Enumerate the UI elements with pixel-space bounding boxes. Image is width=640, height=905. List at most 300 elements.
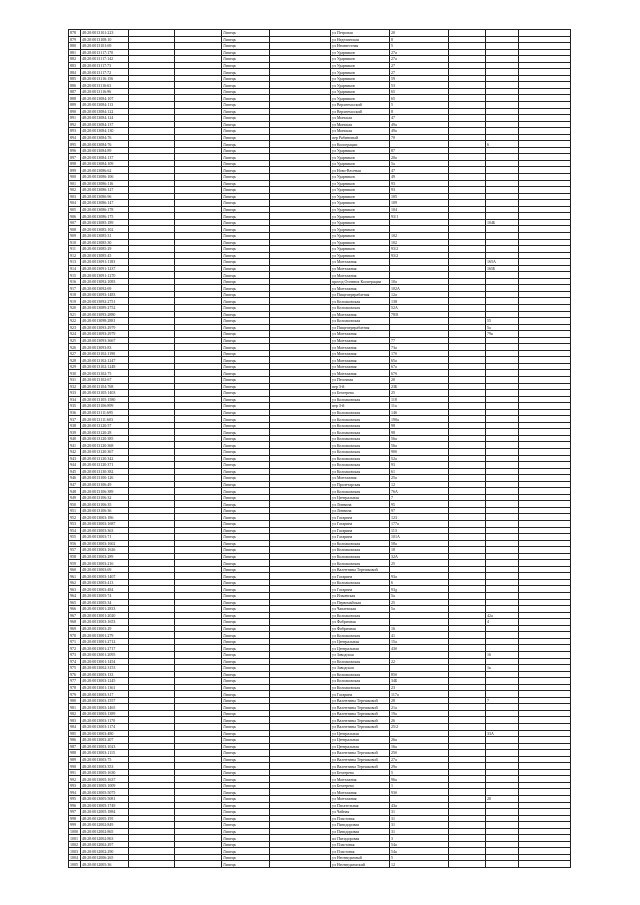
city-cell: Липецк bbox=[222, 468, 270, 475]
street-cell: ул Ново-Весеная bbox=[331, 167, 390, 174]
row-number-cell: 968 bbox=[69, 619, 81, 626]
cadastral-number-cell: 48:20:0013106:36 bbox=[81, 507, 129, 514]
cadastral-number-cell: 48:20:0013117:72 bbox=[81, 69, 129, 76]
cadastral-number-cell: 48:20:0013003:29 bbox=[81, 625, 129, 632]
house-number-cell: 67а bbox=[390, 363, 449, 370]
city-cell: Липецк bbox=[222, 566, 270, 573]
house-number-cell: 16 bbox=[390, 625, 449, 632]
house-number-cell: 34Б bbox=[390, 678, 449, 685]
city-cell: Липецк bbox=[222, 612, 270, 619]
city-cell: Липецк bbox=[222, 579, 270, 586]
street-cell: ул Колпаковская bbox=[331, 304, 390, 311]
cadastral-number-cell: 48:20:0013003:71 bbox=[81, 534, 129, 541]
city-cell: Липецк bbox=[222, 665, 270, 672]
extra-number-cell: 5а bbox=[486, 324, 519, 331]
row-number-cell: 980 bbox=[69, 697, 81, 704]
row-number-cell: 911 bbox=[69, 246, 81, 253]
row-number-cell: 919 bbox=[69, 298, 81, 305]
street-cell: ул Пластовая bbox=[331, 815, 390, 822]
row-number-cell: 879 bbox=[69, 36, 81, 43]
street-cell: ул Колпаковская bbox=[331, 409, 390, 416]
street-cell: ул Колпаковская bbox=[331, 488, 390, 495]
city-cell: Липецк bbox=[222, 822, 270, 829]
cadastral-number-cell: 48:20:0013001:2095 bbox=[81, 651, 129, 658]
house-number-cell: 104 bbox=[390, 206, 449, 213]
extra-number-cell: 33А bbox=[486, 730, 519, 737]
house-number-cell: 113 bbox=[390, 527, 449, 534]
city-cell: Липецк bbox=[222, 206, 270, 213]
row-number-cell: 1004 bbox=[69, 854, 81, 861]
street-cell: ул Верхнемоский bbox=[331, 108, 390, 115]
extra-number-cell: 1к bbox=[486, 665, 519, 672]
cadastral-number-cell: 48:20:0013086:178 bbox=[81, 206, 129, 213]
cadastral-number-cell: 48:20:0013116:63 bbox=[81, 82, 129, 89]
city-cell: Липецк bbox=[222, 272, 270, 279]
row-number-cell: 975 bbox=[69, 665, 81, 672]
street-cell: ул Монтажная bbox=[331, 331, 390, 338]
house-number-cell: 98 bbox=[390, 429, 449, 436]
row-number-cell: 941 bbox=[69, 442, 81, 449]
cadastral-number-cell: 48:20:0013102:75 bbox=[81, 370, 129, 377]
street-cell: ул Валентины Терешковой bbox=[331, 710, 390, 717]
row-number-cell: 955 bbox=[69, 534, 81, 541]
cadastral-number-cell: 48:20:0013120:368 bbox=[81, 442, 129, 449]
cadastral-number-cell: 48:20:0013005:1637 bbox=[81, 776, 129, 783]
cadastral-number-cell: 48:20:0013084:89 bbox=[81, 147, 129, 154]
row-number-cell: 923 bbox=[69, 324, 81, 331]
city-cell: Липецк bbox=[222, 278, 270, 285]
city-cell: Липецк bbox=[222, 861, 270, 868]
row-number-cell: 905 bbox=[69, 206, 81, 213]
street-cell: ул Валентины Терешковой bbox=[331, 697, 390, 704]
street-cell: ул Заводская bbox=[331, 651, 390, 658]
cadastral-number-cell: 48:20:0013003:289 bbox=[81, 553, 129, 560]
house-number-cell: 177а bbox=[390, 521, 449, 528]
row-number-cell: 900 bbox=[69, 174, 81, 181]
house-number-cell: 25 bbox=[390, 599, 449, 606]
city-cell: Липецк bbox=[222, 475, 270, 482]
city-cell: Липецк bbox=[222, 370, 270, 377]
street-cell: ул Пластовая bbox=[331, 841, 390, 848]
street-cell: ул Гагарина bbox=[331, 691, 390, 698]
city-cell: Липецк bbox=[222, 645, 270, 652]
house-number-cell: 22 bbox=[390, 658, 449, 665]
house-number-cell: 65 bbox=[390, 95, 449, 102]
house-number-cell: 20а bbox=[390, 154, 449, 161]
row-number-cell: 909 bbox=[69, 232, 81, 239]
cadastral-number-cell: 48:20:0013098:2881 bbox=[81, 318, 129, 325]
row-number-cell: 959 bbox=[69, 560, 81, 567]
cadastral-number-cell: 48:20:0013100:126 bbox=[81, 475, 129, 482]
house-number-cell: 32А bbox=[390, 553, 449, 560]
house-number-cell: 25а bbox=[390, 475, 449, 482]
row-number-cell: 994 bbox=[69, 789, 81, 796]
cadastral-number-cell: 48:20:0013001:279 bbox=[81, 632, 129, 639]
city-cell: Липецк bbox=[222, 108, 270, 115]
street-cell: ул Ударников bbox=[331, 239, 390, 246]
row-number-cell: 917 bbox=[69, 285, 81, 292]
house-number-cell: 190а bbox=[390, 416, 449, 423]
row-number-cell: 998 bbox=[69, 815, 81, 822]
house-number-cell: 70 bbox=[390, 134, 449, 141]
house-number-cell: 21а bbox=[390, 704, 449, 711]
row-number-cell: 894 bbox=[69, 134, 81, 141]
city-cell: Липецк bbox=[222, 102, 270, 109]
street-cell: ул Валентины Терешковой bbox=[331, 566, 390, 573]
extra-number-cell: 165Б bbox=[486, 265, 519, 272]
city-cell: Липецк bbox=[222, 435, 270, 442]
cadastral-number-cell: 48:20:0013003:1245 bbox=[81, 678, 129, 685]
city-cell: Липецк bbox=[222, 704, 270, 711]
cadastral-number-cell: 48:20:0013105:1580 bbox=[81, 396, 129, 403]
row-number-cell: 948 bbox=[69, 488, 81, 495]
cadastral-number-cell: 48:20:0013003:1389 bbox=[81, 710, 129, 717]
extra-number-cell: 42а bbox=[486, 612, 519, 619]
street-cell: ул Ударников bbox=[331, 174, 390, 181]
cadastral-number-cell: 48:20:0013102:1247 bbox=[81, 357, 129, 364]
cadastral-number-cell: 48:20:0013086:62 bbox=[81, 167, 129, 174]
street-cell: ул Гагарина bbox=[331, 521, 390, 528]
empty-cell bbox=[519, 861, 571, 868]
city-cell: Липецк bbox=[222, 586, 270, 593]
street-cell: ул Ударников bbox=[331, 193, 390, 200]
cadastral-number-cell: 48:20:0013106:899 bbox=[81, 403, 129, 410]
street-cell: ул Центральная bbox=[331, 645, 390, 652]
row-number-cell: 970 bbox=[69, 632, 81, 639]
house-number-cell: 15а bbox=[390, 638, 449, 645]
row-number-cell: 971 bbox=[69, 638, 81, 645]
street-cell: ул Колпаковская bbox=[331, 547, 390, 554]
row-number-cell: 908 bbox=[69, 226, 81, 233]
house-number-cell: 49а bbox=[390, 128, 449, 135]
street-cell: ул Монтажная bbox=[331, 795, 390, 802]
row-number-cell: 951 bbox=[69, 507, 81, 514]
extra-number-cell: 79к bbox=[486, 331, 519, 338]
house-number-cell: 47 bbox=[390, 167, 449, 174]
cadastral-number-cell: 48:20:0013003:1023 bbox=[81, 743, 129, 750]
street-cell: ул Петровая bbox=[331, 30, 390, 37]
city-cell: Липецк bbox=[222, 619, 270, 626]
extra-number-cell: 7 bbox=[486, 697, 519, 704]
cadastral-number-cell: 48:20:0013120:342 bbox=[81, 455, 129, 462]
cadastral-number-cell: 48:20:0013092:69 bbox=[81, 285, 129, 292]
city-cell: Липецк bbox=[222, 638, 270, 645]
city-cell: Липецк bbox=[222, 769, 270, 776]
street-cell: ул Колпаковская bbox=[331, 684, 390, 691]
row-number-cell: 926 bbox=[69, 344, 81, 351]
row-number-cell: 927 bbox=[69, 350, 81, 357]
cadastral-number-cell: 48:20:0012002:290 bbox=[81, 848, 129, 855]
street-cell: ул Колпаковская bbox=[331, 468, 390, 475]
city-cell: Липецк bbox=[222, 691, 270, 698]
house-number-cell: 5 bbox=[390, 43, 449, 50]
cadastral-number-cell: 48:20:0013001:1361 bbox=[81, 684, 129, 691]
city-cell: Липецк bbox=[222, 318, 270, 325]
row-number-cell: 997 bbox=[69, 809, 81, 816]
city-cell: Липецк bbox=[222, 62, 270, 69]
city-cell: Липецк bbox=[222, 357, 270, 364]
city-cell: Липецк bbox=[222, 678, 270, 685]
street-cell: ул Ударников bbox=[331, 187, 390, 194]
city-cell: Липецк bbox=[222, 291, 270, 298]
city-cell: Липецк bbox=[222, 828, 270, 835]
city-cell: Липецк bbox=[222, 121, 270, 128]
cadastral-number-cell: 48:20:0013084:122 bbox=[81, 108, 129, 115]
city-cell: Липецк bbox=[222, 776, 270, 783]
house-number-cell: 49 bbox=[390, 174, 449, 181]
row-number-cell: 967 bbox=[69, 612, 81, 619]
house-number-cell: 102 bbox=[390, 232, 449, 239]
street-cell: ул Колпаковская bbox=[331, 632, 390, 639]
house-number-cell: 85б bbox=[390, 671, 449, 678]
house-number-cell: 27а bbox=[390, 756, 449, 763]
city-cell: Липецк bbox=[222, 43, 270, 50]
cadastral-number-cell: 48:20:0013116:156 bbox=[81, 75, 129, 82]
house-number-cell: 93/2 bbox=[390, 246, 449, 253]
street-cell: ул Валентины Терешковой bbox=[331, 717, 390, 724]
cadastral-number-cell: 48:20:0013086:106 bbox=[81, 174, 129, 181]
house-number-cell: 41 bbox=[390, 632, 449, 639]
row-number-cell: 937 bbox=[69, 416, 81, 423]
city-cell: Липецк bbox=[222, 625, 270, 632]
street-cell: пер 3-й bbox=[331, 403, 390, 410]
cadastral-number-cell: 48:20:0013003:484 bbox=[81, 586, 129, 593]
cadastral-number-cell: 48:20:0013005:74 bbox=[81, 593, 129, 600]
cadastral-number-cell: 48:20:0013120:57 bbox=[81, 422, 129, 429]
cadastral-number-cell: 48:20:0013120:367 bbox=[81, 449, 129, 456]
street-cell: ул Литвина bbox=[331, 507, 390, 514]
street-cell: ул Ударников bbox=[331, 180, 390, 187]
house-number-cell: 56а bbox=[390, 442, 449, 449]
street-cell: ул Минская bbox=[331, 115, 390, 122]
cadastral-number-cell: 48:20:0013086:127 bbox=[81, 187, 129, 194]
cadastral-number-cell: 48:20:0013120:28 bbox=[81, 429, 129, 436]
city-cell: Липецк bbox=[222, 147, 270, 154]
house-number-cell: 56а bbox=[390, 435, 449, 442]
street-cell: ул Ударников bbox=[331, 69, 390, 76]
street-cell: ул Колпаковская bbox=[331, 416, 390, 423]
cadastral-number-cell: 48:20:0013086:147 bbox=[81, 200, 129, 207]
street-cell: ул Ударников bbox=[331, 160, 390, 167]
row-number-cell: 913 bbox=[69, 259, 81, 266]
cadastral-number-cell: 48:20:0013120:371 bbox=[81, 462, 129, 469]
house-number-cell: 23Б bbox=[390, 383, 449, 390]
row-number-cell: 906 bbox=[69, 213, 81, 220]
street-cell: ул Валентины Терешковой bbox=[331, 756, 390, 763]
street-cell: ул Колпаковская bbox=[331, 396, 390, 403]
city-cell: Липецк bbox=[222, 154, 270, 161]
cadastral-number-cell: 48:20:0013091:1237 bbox=[81, 265, 129, 272]
row-number-cell: 933 bbox=[69, 390, 81, 397]
row-number-cell: 889 bbox=[69, 102, 81, 109]
row-number-cell: 902 bbox=[69, 187, 81, 194]
empty-cell bbox=[129, 861, 175, 868]
house-number-cell: 20 bbox=[390, 30, 449, 37]
street-cell: ул Центральная bbox=[331, 737, 390, 744]
cadastral-number-cell: 48:20:0013003:75 bbox=[81, 756, 129, 763]
street-cell: ул Ударников bbox=[331, 95, 390, 102]
row-number-cell: 985 bbox=[69, 730, 81, 737]
street-cell: ул Колпаковская bbox=[331, 298, 390, 305]
cadastral-number-cell: 48:20:0013091:1270 bbox=[81, 272, 129, 279]
street-cell: ул Пятидоровая bbox=[331, 828, 390, 835]
house-number-cell: 31 bbox=[390, 809, 449, 816]
cadastral-number-cell: 48:20:0012002:297 bbox=[81, 841, 129, 848]
row-number-cell: 893 bbox=[69, 128, 81, 135]
house-number-cell: 93 bbox=[390, 462, 449, 469]
house-number-cell: 49а bbox=[390, 121, 449, 128]
house-number-cell: 27 bbox=[390, 69, 449, 76]
cadastral-number-cell: 48:20:0013005:5075 bbox=[81, 789, 129, 796]
cadastral-number-cell: 48:20:0013086:116 bbox=[81, 180, 129, 187]
street-cell: ул Верхнемоский bbox=[331, 102, 390, 109]
city-cell: Липецк bbox=[222, 632, 270, 639]
street-cell: ул Минская bbox=[331, 128, 390, 135]
city-cell: Липецк bbox=[222, 141, 270, 148]
cadastral-number-cell: 48:20:0013102:1190 bbox=[81, 350, 129, 357]
street-cell: ул Монтажная bbox=[331, 357, 390, 364]
extra-number-cell: 20 bbox=[486, 795, 519, 802]
street-cell: ул Колпаковская bbox=[331, 671, 390, 678]
city-cell: Липецк bbox=[222, 730, 270, 737]
house-number-cell: 109 bbox=[390, 200, 449, 207]
row-number-cell: 1001 bbox=[69, 835, 81, 842]
row-number-cell: 965 bbox=[69, 599, 81, 606]
house-number-cell: 11а bbox=[390, 403, 449, 410]
row-number-cell: 904 bbox=[69, 200, 81, 207]
row-number-cell: 924 bbox=[69, 331, 81, 338]
cadastral-number-cell: 48:20:0013085:189 bbox=[81, 219, 129, 226]
street-cell: ул Колпаковская bbox=[331, 435, 390, 442]
cadastral-number-cell: 48:20:0013117:73 bbox=[81, 62, 129, 69]
street-cell: проезд Осенних Кооперации bbox=[331, 278, 390, 285]
house-number-cell: 12 bbox=[390, 481, 449, 488]
table-body bbox=[69, 30, 571, 868]
house-number-cell: 27а bbox=[390, 49, 449, 56]
house-number-cell: 19а bbox=[390, 710, 449, 717]
extra-number-cell bbox=[486, 861, 519, 868]
street-cell: ул Гагарина bbox=[331, 534, 390, 541]
street-cell: ул Ударников bbox=[331, 147, 390, 154]
city-cell: Липецк bbox=[222, 403, 270, 410]
house-number-cell: 53 bbox=[390, 82, 449, 89]
street-cell: ул Бехтерева bbox=[331, 390, 390, 397]
street-cell: ул Колпаковская bbox=[331, 678, 390, 685]
row-number-cell: 892 bbox=[69, 121, 81, 128]
cadastral-number-cell: 48:20:0013104:768 bbox=[81, 383, 129, 390]
city-cell: Липецк bbox=[222, 246, 270, 253]
street-cell: ул Валентины Терешковой bbox=[331, 704, 390, 711]
street-cell: ул Монтажная bbox=[331, 370, 390, 377]
street-cell: ул Колпаковская bbox=[331, 612, 390, 619]
extra-number-cell: 165А bbox=[486, 259, 519, 266]
cadastral-number-cell: 48:20:0013003:1407 bbox=[81, 573, 129, 580]
street-cell: ул Ударников bbox=[331, 246, 390, 253]
street-cell: ул Валентины Терешковой bbox=[331, 750, 390, 757]
row-number-cell: 910 bbox=[69, 239, 81, 246]
house-number-cell: 25/2 bbox=[390, 723, 449, 730]
street-cell: ул Колпаковская bbox=[331, 462, 390, 469]
house-number-cell: 26а bbox=[390, 737, 449, 744]
row-number-cell: 977 bbox=[69, 678, 81, 685]
row-number-cell: 930 bbox=[69, 370, 81, 377]
city-cell: Липецк bbox=[222, 200, 270, 207]
city-cell: Липецк bbox=[222, 160, 270, 167]
cadastral-number-cell: 48:20:0012002:863 bbox=[81, 835, 129, 842]
house-number-cell: 54а bbox=[390, 848, 449, 855]
row-number-cell: 899 bbox=[69, 167, 81, 174]
cadastral-number-cell: 48:20:0013003:363 bbox=[81, 527, 129, 534]
row-number-cell: 991 bbox=[69, 769, 81, 776]
street-cell: ул Ударников bbox=[331, 62, 390, 69]
city-cell: Липецк bbox=[222, 809, 270, 816]
cadastral-number-cell: 48:20:0013130:382 bbox=[81, 468, 129, 475]
cadastral-number-cell: 48:20:0013093:2979 bbox=[81, 324, 129, 331]
house-number-cell: 3 bbox=[390, 835, 449, 842]
house-number-cell: 5а bbox=[390, 606, 449, 613]
cadastral-number-cell: 48:20:0013001:2712 bbox=[81, 638, 129, 645]
city-cell: Липецк bbox=[222, 409, 270, 416]
row-number-cell: 987 bbox=[69, 743, 81, 750]
cadastral-number-cell: 48:20:0012002:849 bbox=[81, 822, 129, 829]
city-cell: Липецк bbox=[222, 534, 270, 541]
house-number-cell: 5 bbox=[390, 102, 449, 109]
cadastral-number-cell: 48:20:0013003:133 bbox=[81, 671, 129, 678]
row-number-cell: 995 bbox=[69, 795, 81, 802]
house-number-cell: 7 bbox=[390, 494, 449, 501]
street-cell: ул Колпаковская bbox=[331, 422, 390, 429]
street-cell: ул Пролетарская bbox=[331, 481, 390, 488]
city-cell: Липецк bbox=[222, 854, 270, 861]
cadastral-number-cell: 48:20:0013089:2752 bbox=[81, 304, 129, 311]
row-number-cell: 942 bbox=[69, 449, 81, 456]
row-number-cell: 903 bbox=[69, 193, 81, 200]
city-cell: Липецк bbox=[222, 684, 270, 691]
house-number-cell: 102 bbox=[390, 239, 449, 246]
house-number-cell: 61 bbox=[390, 468, 449, 475]
house-number-cell: 5а bbox=[390, 593, 449, 600]
cadastral-number-cell: 48:20:0013005:5081 bbox=[81, 795, 129, 802]
house-number-cell: 18 bbox=[390, 547, 449, 554]
street-cell: ул Ударников bbox=[331, 56, 390, 63]
cadastral-number-cell: 48:20:0012005:36 bbox=[81, 861, 129, 868]
city-cell: Липецк bbox=[222, 802, 270, 809]
cadastral-number-cell: 48:20:0013003:353 bbox=[81, 763, 129, 770]
row-number-cell: 1000 bbox=[69, 828, 81, 835]
row-number-cell: 943 bbox=[69, 455, 81, 462]
house-number-cell: 76А bbox=[390, 488, 449, 495]
city-cell: Липецк bbox=[222, 88, 270, 95]
cadastral-number-cell: 48:20:0013003:1115 bbox=[81, 750, 129, 757]
street-cell: ул Первомайская bbox=[331, 599, 390, 606]
row-number-cell: 882 bbox=[69, 56, 81, 63]
city-cell: Липецк bbox=[222, 56, 270, 63]
cadastral-number-cell: 48:20:0013101:69 bbox=[81, 43, 129, 50]
house-number-cell: 123 bbox=[390, 514, 449, 521]
city-cell: Липецк bbox=[222, 429, 270, 436]
house-number-cell: 5 bbox=[390, 769, 449, 776]
empty-cell bbox=[449, 861, 486, 868]
street-cell: ул Центральная bbox=[331, 494, 390, 501]
city-cell: Липецк bbox=[222, 560, 270, 567]
street-cell: ул Гагарина bbox=[331, 586, 390, 593]
city-cell: Липецк bbox=[222, 553, 270, 560]
row-number-cell: 1002 bbox=[69, 841, 81, 848]
row-number-cell: 972 bbox=[69, 645, 81, 652]
house-number-cell: 118 bbox=[390, 396, 449, 403]
cadastral-number-cell: 48:20:0013093:2979 bbox=[81, 331, 129, 338]
row-number-cell: 981 bbox=[69, 704, 81, 711]
